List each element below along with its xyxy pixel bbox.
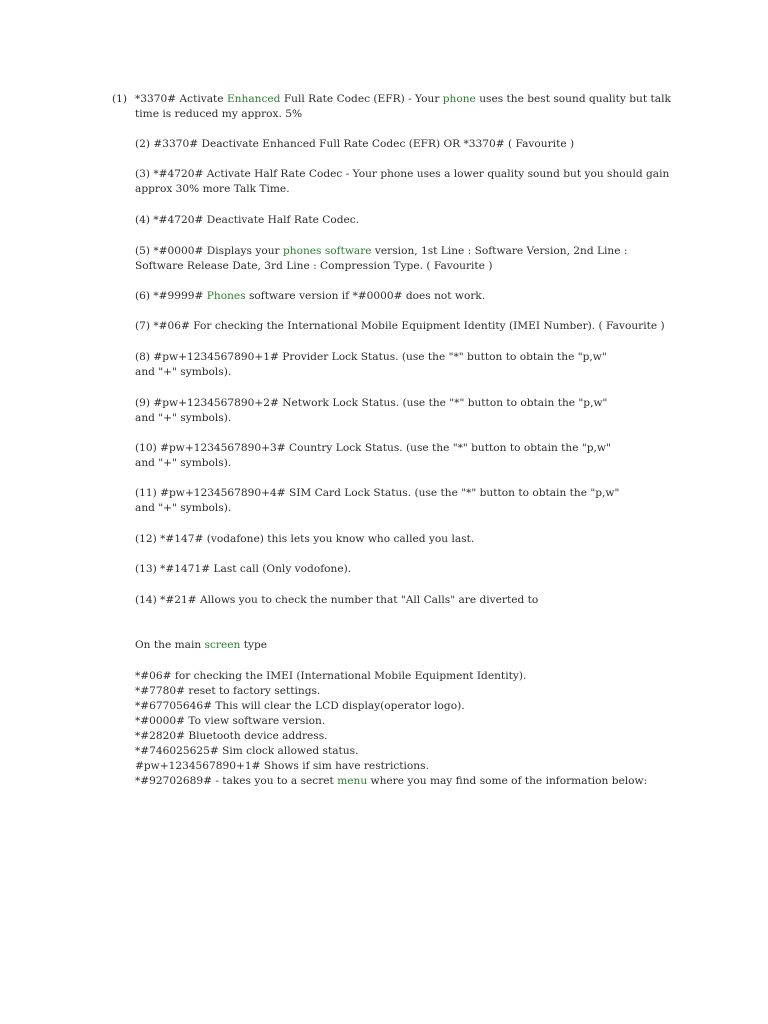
item-8-line-1: (8) #pw+1234567890+1# Provider Lock Status. (use the "*" button to obtain the "p,w" bbox=[135, 351, 607, 363]
item-13: (13) *#1471# Last call (Only vodofone). bbox=[135, 563, 352, 575]
link-screen[interactable]: screen bbox=[204, 639, 241, 651]
link-phone[interactable]: phone bbox=[442, 93, 476, 105]
last-code-text-b: where you may find some of the information below: bbox=[367, 775, 648, 787]
item-10-line-2: and "+" symbols). bbox=[135, 457, 232, 469]
item-2: (2) #3370# Deactivate Enhanced Full Rate Codec (EFR) OR *3370# ( Favourite ) bbox=[135, 138, 575, 150]
code-line: *#7780# reset to factory settings. bbox=[135, 685, 321, 697]
item-5-text-b: version, 1st Line : Software Version, 2nd Line : Software Release Date, 3rd Line : Compression Type. ( Favourite ) bbox=[135, 245, 628, 272]
item-14: (14) *#21# Allows you to check the number that "All Calls" are diverted to bbox=[135, 594, 539, 606]
main-screen-text-a: On the main bbox=[135, 639, 205, 651]
item-6-text-b: software version if *#0000# does not work. bbox=[245, 290, 486, 302]
item-number: (1) bbox=[112, 93, 128, 105]
item-8 bbox=[135, 350, 675, 380]
link-enhanced[interactable]: Enhanced bbox=[226, 93, 281, 105]
link-menu[interactable]: menu bbox=[337, 775, 368, 787]
item-11-line-2: and "+" symbols). bbox=[135, 502, 232, 514]
item-11 bbox=[135, 486, 675, 516]
item-12: (12) *#147# (vodafone) this lets you know who called you last. bbox=[135, 533, 475, 545]
code-line: *#2820# Bluetooth device address. bbox=[135, 730, 328, 742]
item-1 bbox=[135, 92, 675, 122]
item-1-text-c: uses the best sound quality but talk time is reduced my approx. 5% bbox=[135, 93, 671, 120]
item-9-line-2: and "+" symbols). bbox=[135, 412, 232, 424]
link-phones-software[interactable]: phones software bbox=[282, 245, 372, 257]
item-5 bbox=[135, 244, 675, 274]
item-11-line-1: (11) #pw+1234567890+4# SIM Card Lock Status. (use the "*" button to obtain the "p,w" bbox=[135, 487, 620, 499]
item-6 bbox=[135, 289, 675, 304]
last-code-text-a: *#92702689# - takes you to a secret bbox=[135, 775, 338, 787]
item-10-line-1: (10) #pw+1234567890+3# Country Lock Status. (use the "*" button to obtain the "p,w" bbox=[135, 442, 611, 454]
code-line: *#0000# To view software version. bbox=[135, 715, 326, 727]
code-line-last bbox=[135, 774, 675, 789]
codes-list bbox=[135, 669, 675, 789]
main-screen-heading bbox=[135, 638, 675, 653]
item-9-line-1: (9) #pw+1234567890+2# Network Lock Status. (use the "*" button to obtain the "p,w" bbox=[135, 397, 608, 409]
main-screen-text-b: type bbox=[240, 639, 268, 651]
code-line: *#746025625# Sim clock allowed status. bbox=[135, 745, 359, 757]
item-6-text-a: (6) *#9999# bbox=[135, 290, 207, 302]
item-9 bbox=[135, 396, 675, 426]
item-3: (3) *#4720# Activate Half Rate Codec - Your phone uses a lower quality sound but you should gain approx 30% more Talk Time. bbox=[135, 168, 670, 195]
code-line: #pw+1234567890+1# Shows if sim have restrictions. bbox=[135, 760, 429, 772]
item-8-line-2: and "+" symbols). bbox=[135, 366, 232, 378]
item-7: (7) *#06# For checking the International Mobile Equipment Identity (IMEI Number). ( Favourite ) bbox=[135, 320, 665, 332]
item-5-text-a: (5) *#0000# Displays your bbox=[135, 245, 283, 257]
item-1-text-a: *3370# Activate bbox=[135, 93, 227, 105]
link-phones[interactable]: Phones bbox=[206, 290, 246, 302]
item-10 bbox=[135, 441, 675, 471]
item-4: (4) *#4720# Deactivate Half Rate Codec. bbox=[135, 214, 360, 226]
code-line: *#06# for checking the IMEI (International Mobile Equipment Identity). bbox=[135, 670, 527, 682]
code-line: *#67705646# This will clear the LCD display(operator logo). bbox=[135, 700, 465, 712]
item-1-text-b: Full Rate Codec (EFR) - Your bbox=[280, 93, 443, 105]
